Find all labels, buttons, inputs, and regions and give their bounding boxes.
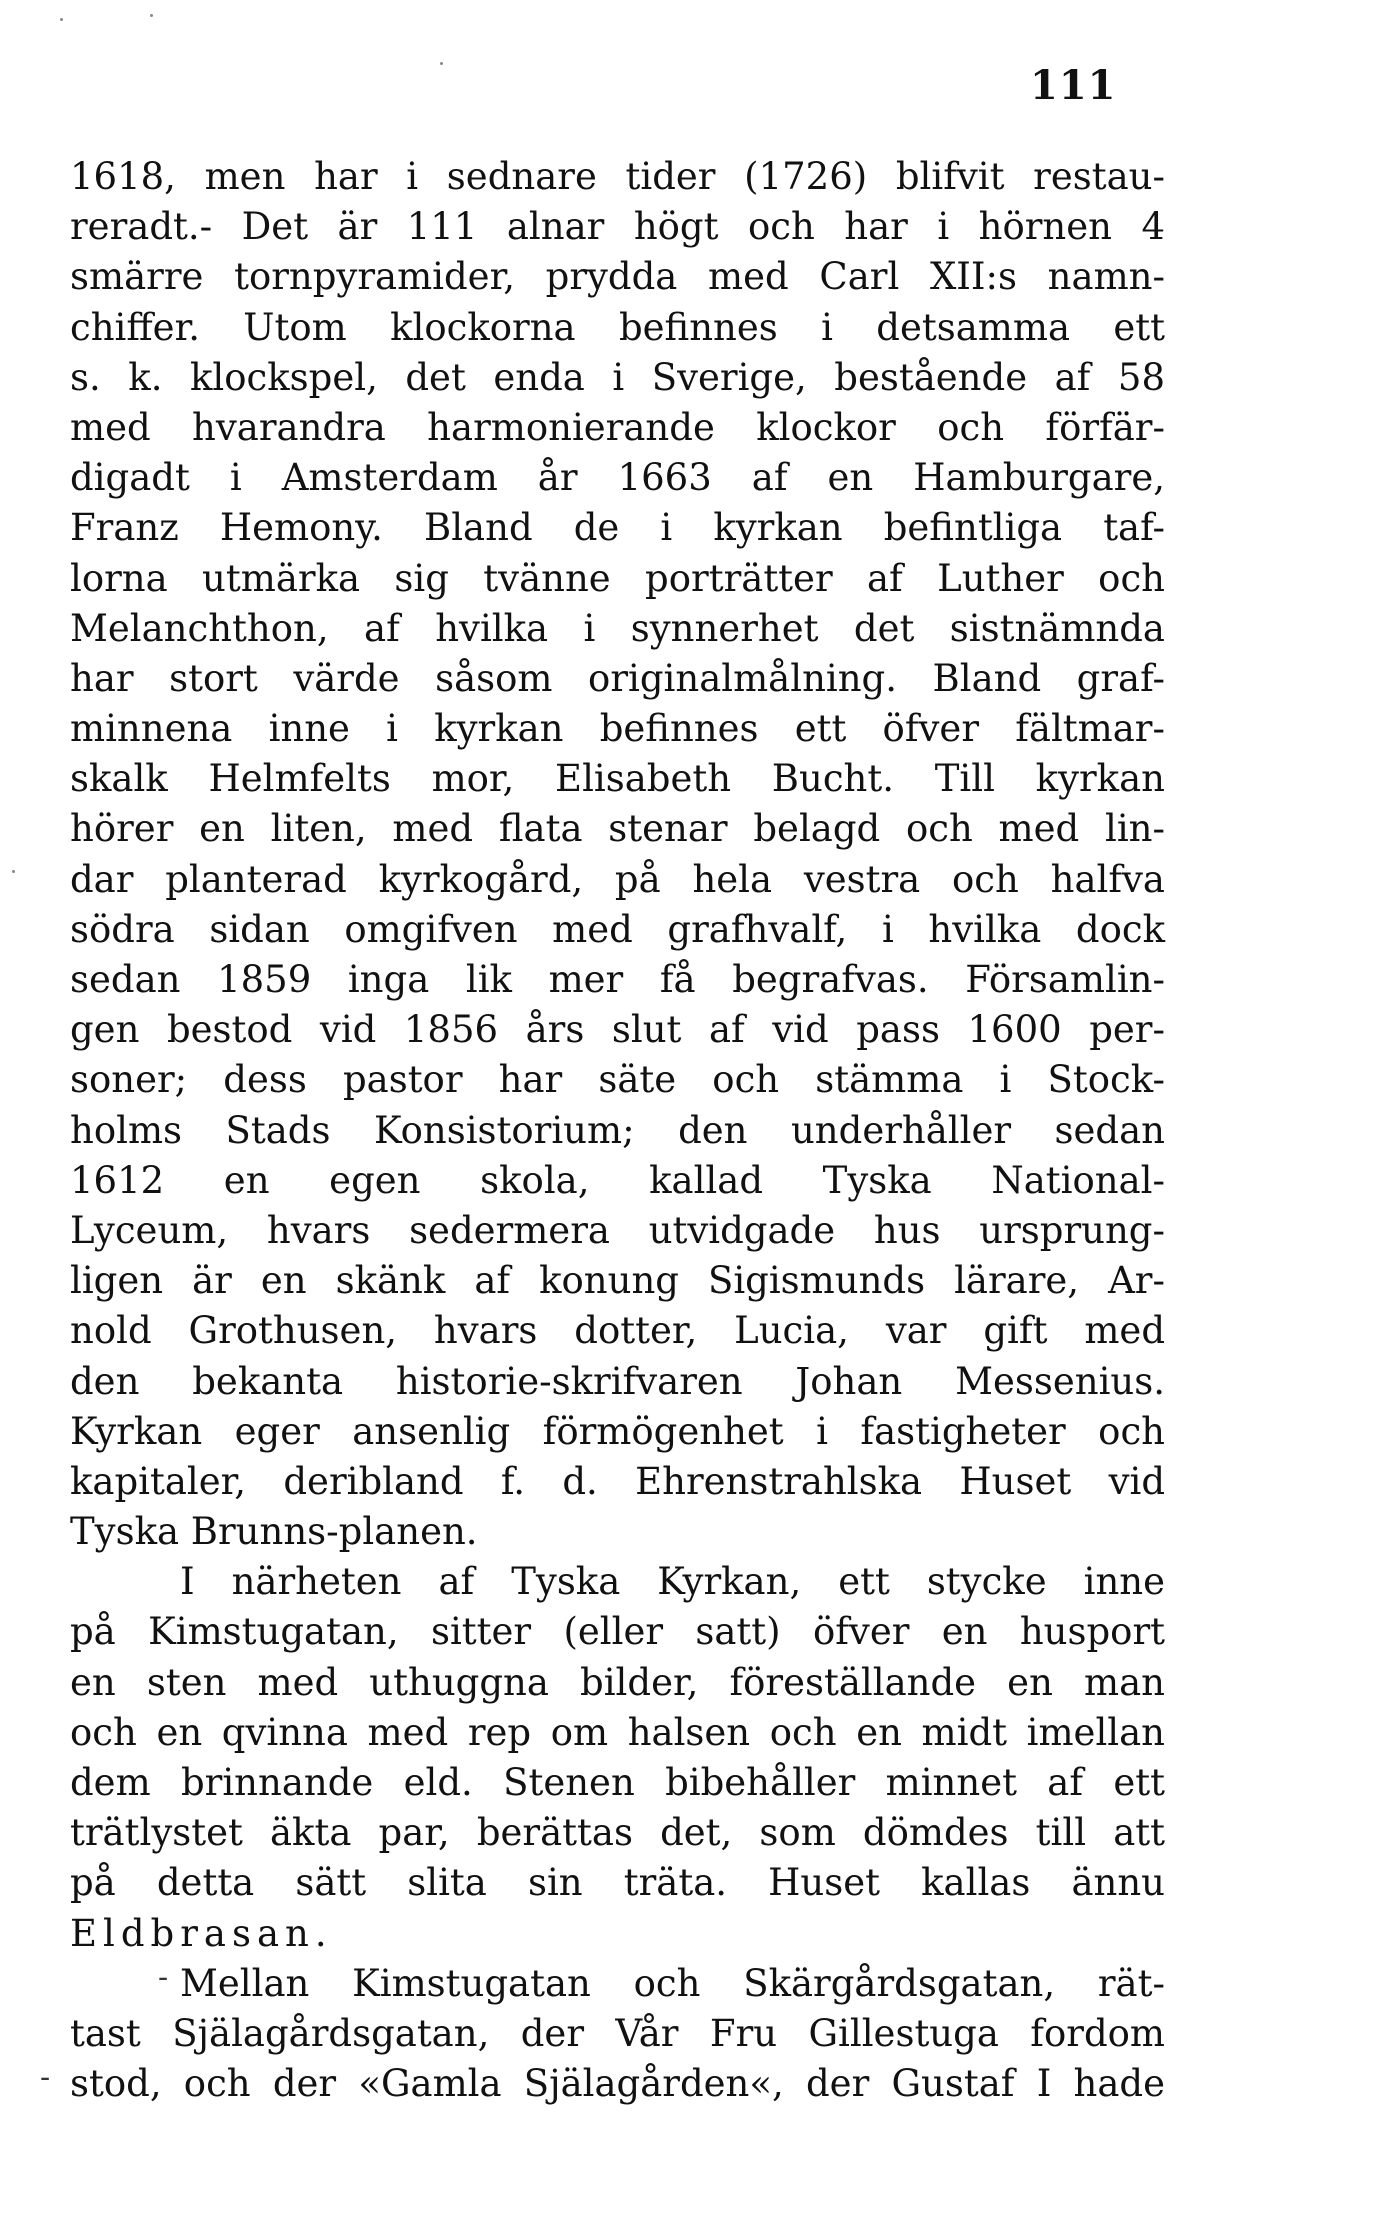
text-line: skalk Helmfelts mor, Elisabeth Bucht. Till kyrkan <box>70 757 1165 801</box>
text-line: holms Stads Konsistorium; den underhåller sedan <box>70 1108 1165 1152</box>
margin-mark: - <box>40 2060 51 2095</box>
text-line: Kyrkan eger ansenlig förmögenhet i fastigheter och <box>70 1409 1165 1453</box>
margin-mark: - <box>158 1960 169 1995</box>
text-line: ligen är en skänk af konung Sigismunds lärare, Ar- <box>70 1259 1165 1303</box>
text-line: och en qvinna med rep om halsen och en midt imellan <box>70 1710 1165 1754</box>
text-line: nold Grothusen, hvars dotter, Lucia, var gift med <box>70 1309 1165 1353</box>
page-number: 111 <box>1030 62 1117 109</box>
text-line: Lyceum, hvars sedermera utvidgade hus ursprung- <box>70 1208 1165 1252</box>
text-line: 1618, men har i sednare tider (1726) blifvit restau- <box>70 155 1165 198</box>
text-line: Tyska Brunns-planen. <box>70 1510 478 1554</box>
text-line: 1612 en egen skola, kallad Tyska National- <box>70 1158 1165 1202</box>
text-line: kapitaler, deribland f. d. Ehrenstrahlska Huset vid <box>70 1459 1165 1503</box>
text-line: stod, och der «Gamla Själagården«, der Gustaf I hade <box>70 2062 1165 2106</box>
text-line: gen bestod vid 1856 års slut af vid pass 1600 per- <box>70 1008 1165 1052</box>
text-line: Eldbrasan. <box>70 1911 333 1955</box>
text-line: Melanchthon, af hvilka i synnerhet det sistnämnda <box>70 606 1165 650</box>
text-line: dem brinnande eld. Stenen bibehåller minnet af ett <box>70 1761 1165 1804</box>
text-line: sedan 1859 inga lik mer få begrafvas. Församlin- <box>70 958 1165 1001</box>
text-line: I närheten af Tyska Kyrkan, ett stycke inne <box>180 1560 1165 1604</box>
text-line: med hvarandra harmonierande klockor och förfär- <box>70 405 1165 449</box>
text-line: soner; dess pastor har säte och stämma i Stock- <box>70 1058 1165 1102</box>
text-line: södra sidan omgifven med grafhvalf, i hvilka dock <box>70 907 1165 951</box>
text-line: en sten med uthuggna bilder, föreställande en man <box>70 1660 1165 1704</box>
text-line: hörer en liten, med flata stenar belagd och med lin- <box>70 807 1165 851</box>
text-line: den bekanta historie-skrifvaren Johan Messenius. <box>70 1359 1165 1403</box>
text-line: tast Själagårdsgatan, der Vår Fru Gillestuga fordom <box>70 2011 1165 2055</box>
text-line: dar planterad kyrkogård, på hela vestra och halfva <box>70 857 1165 901</box>
text-line: Mellan Kimstugatan och Skärgårdsgatan, rät- <box>180 1961 1165 2005</box>
text-line: på Kimstugatan, sitter (eller satt) öfver en husport <box>70 1610 1165 1654</box>
paper-speck <box>60 18 63 21</box>
text-line: minnena inne i kyrkan befinnes ett öfver fältmar- <box>70 707 1165 751</box>
paper-speck <box>440 62 443 65</box>
paper-speck <box>12 870 15 873</box>
text-line: trätlystet äkta par, berättas det, som dömdes till att <box>70 1811 1165 1855</box>
paper-speck <box>150 14 153 17</box>
text-line: smärre tornpyramider, prydda med Carl XII:s namn- <box>70 255 1165 299</box>
text-line: s. k. klockspel, det enda i Sverige, bestående af 58 <box>70 355 1165 399</box>
text-line: reradt.- Det är 111 alnar högt och har i hörnen 4 <box>70 205 1165 249</box>
text-line: Franz Hemony. Bland de i kyrkan befintliga taf- <box>70 506 1165 550</box>
text-line: lorna utmärka sig tvänne porträtter af Luther och <box>70 556 1165 600</box>
body-text <box>70 152 1165 2109</box>
text-line: chiffer. Utom klockorna befinnes i detsamma ett <box>70 305 1165 349</box>
text-line: på detta sätt slita sin träta. Huset kallas ännu <box>70 1861 1165 1905</box>
text-line: digadt i Amsterdam år 1663 af en Hamburgare, <box>70 456 1165 500</box>
text-line: har stort värde såsom originalmålning. Bland graf- <box>70 656 1165 700</box>
